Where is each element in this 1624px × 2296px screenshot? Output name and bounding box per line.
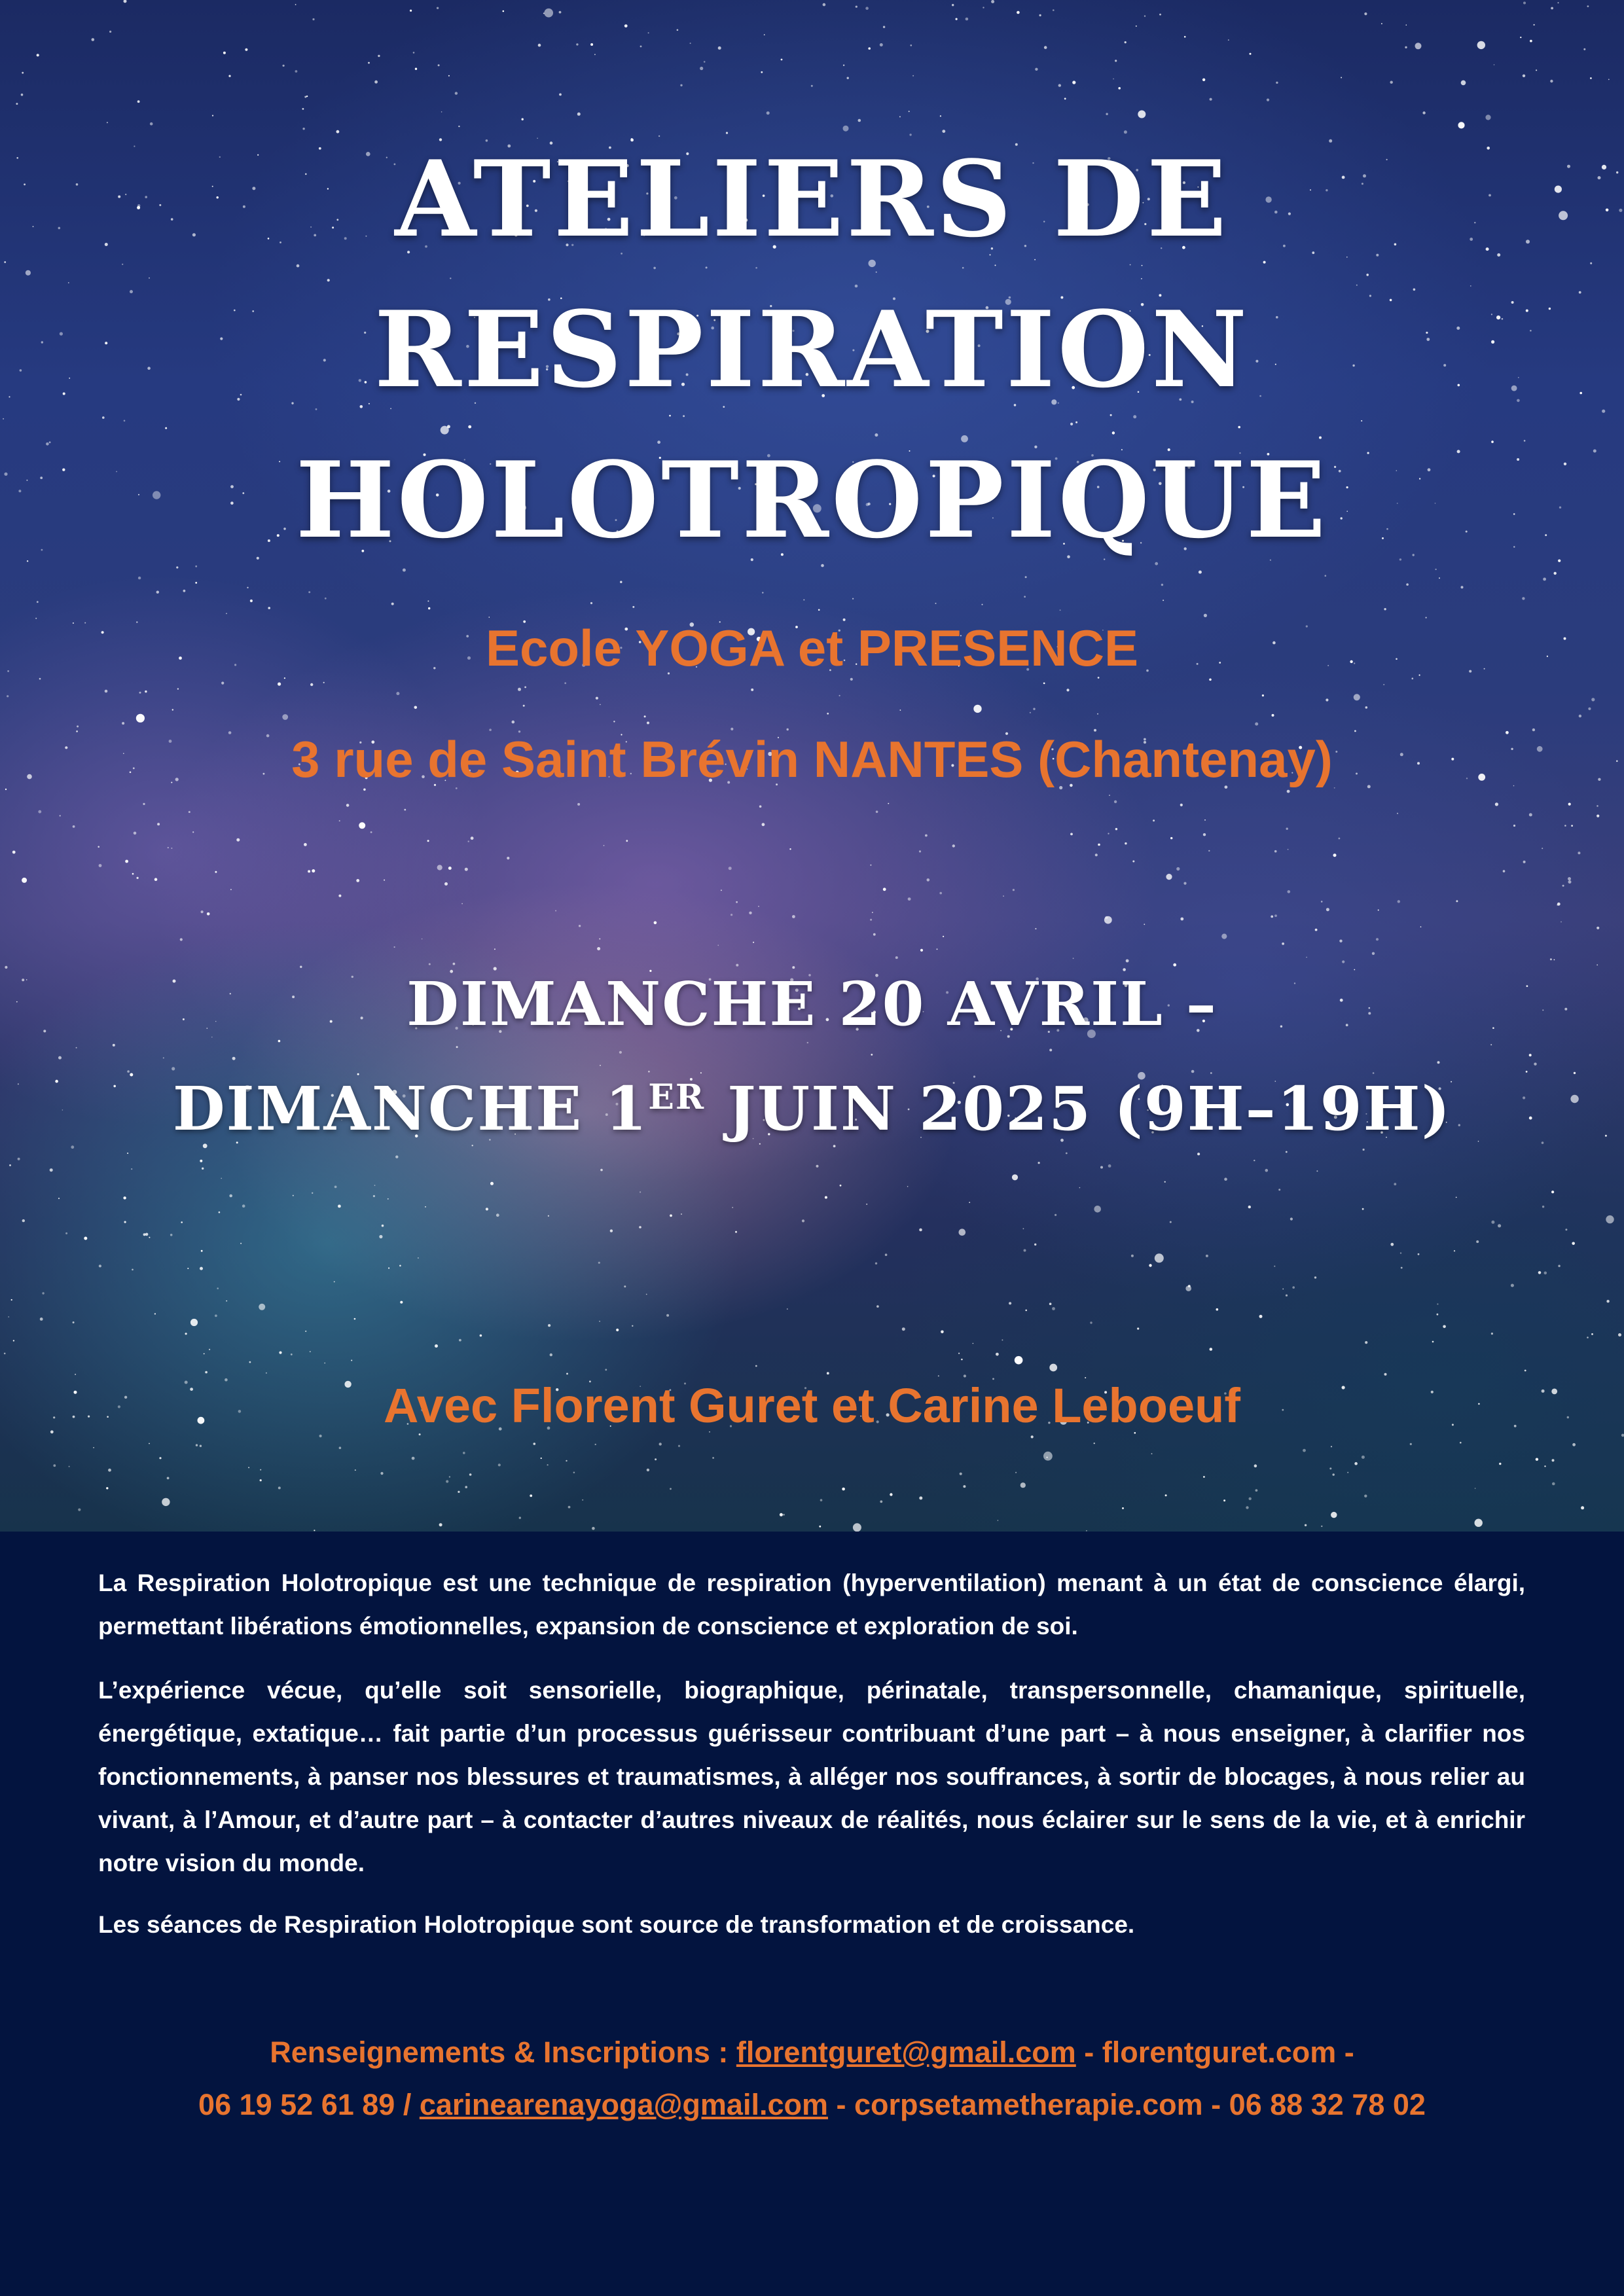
date-line-2 xyxy=(0,1073,1624,1144)
email-link-carine[interactable]: carinearenayoga@gmail.com xyxy=(419,2088,828,2121)
date-line-2-end: JUIN 2025 (9H–19H) xyxy=(705,1073,1452,1144)
description-paragraph-3: Les séances de Respiration Holotropique sont source de transformation et de croissance. xyxy=(98,1911,1135,1938)
description-paragraph-1: La Respiration Holotropique est une technique de respiration (hyperventilation) menant à un état de conscience élargi, permettant libérations émotionnelles, expansion de conscience et exploration de soi. xyxy=(98,1570,1525,1640)
venue-address: 3 rue de Saint Brévin NANTES (Chantenay) xyxy=(291,730,1333,788)
title-line-2: RESPIRATION xyxy=(374,288,1250,411)
date-line-2-start: DIMANCHE 1 xyxy=(172,1073,649,1144)
email-link-florent[interactable]: florentguret@gmail.com xyxy=(736,2036,1076,2069)
contact-label: Renseignements & Inscriptions : xyxy=(270,2036,736,2069)
website-florent: - florentguret.com - xyxy=(1075,2036,1354,2069)
facilitators: Avec Florent Guret et Carine Leboeuf xyxy=(384,1378,1240,1433)
phone-florent: 06 19 52 61 89 / xyxy=(198,2088,420,2121)
title-line-3: HOLOTROPIQUE xyxy=(295,439,1329,562)
school-name: Ecole YOGA et PRESENCE xyxy=(486,619,1138,677)
date-ordinal-suffix: ER xyxy=(648,1077,706,1117)
website-and-phone-carine: - corpsetametherapie.com - 06 88 32 78 02 xyxy=(827,2088,1426,2121)
title-line-1: ATELIERS DE xyxy=(395,137,1229,260)
date-line-1: DIMANCHE 20 AVRIL – xyxy=(406,969,1218,1039)
description-paragraph-2: L’expérience vécue, qu’elle soit sensorielle, biographique, périnatale, transpersonnelle, chamanique, spirituelle, énergétique, extatique… fait partie d’un processus guérisseur contribuant d’une part – à nous enseigner, à clarifier nos fonctionnements, à panser nos blessures et traumatismes, à alléger nos souffrances, à sortir de blocages, à nous relier au vivant, à l’Amour, et d’autre part – à contacter d’autres niveaux de réalités, nous éclairer sur le sens de la vie, et à enrichir notre vision du monde. xyxy=(98,1677,1525,1876)
contact-line-1 xyxy=(0,2036,1624,2070)
contact-line-2 xyxy=(0,2088,1624,2122)
